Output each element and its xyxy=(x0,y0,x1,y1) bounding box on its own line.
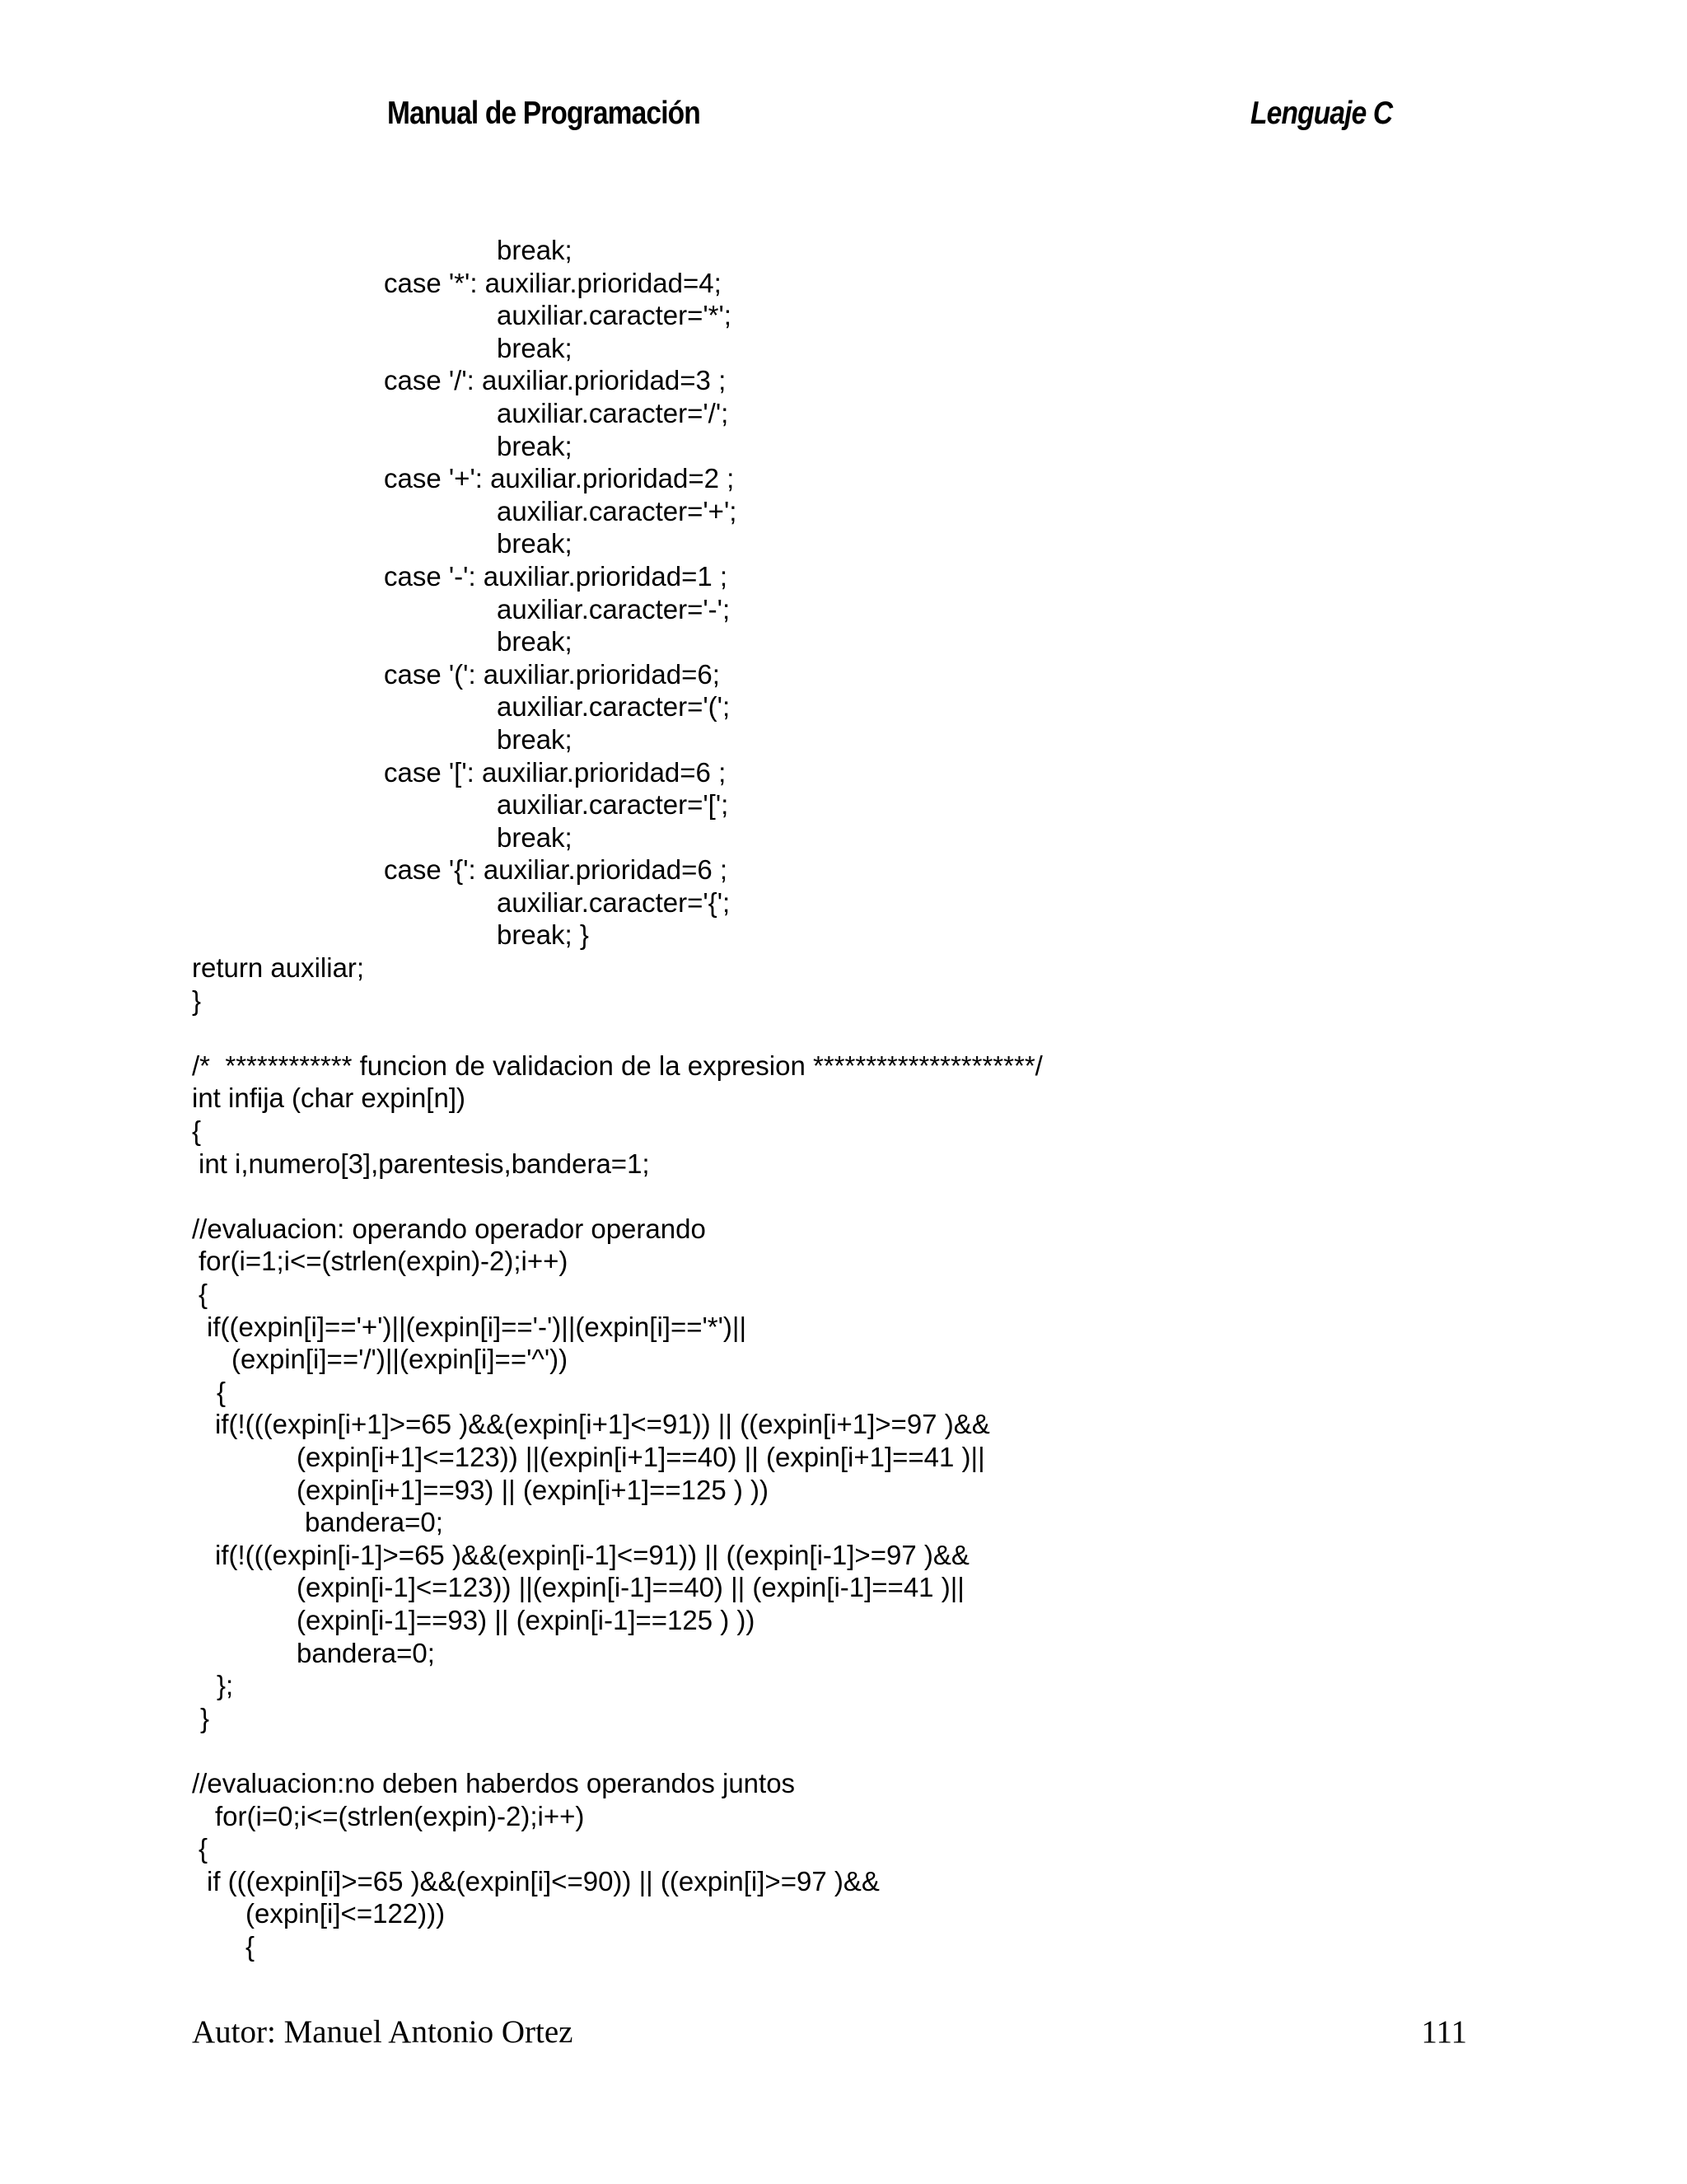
code-line: int i,numero[3],parentesis,bandera=1; xyxy=(199,1148,650,1179)
code-line: auxiliar.caracter='['; xyxy=(497,789,729,821)
code-listing xyxy=(192,234,1592,1962)
code-line: if(!(((expin[i+1]>=65 )&&(expin[i+1]<=91)) || ((expin[i+1]>=97 )&& xyxy=(215,1409,990,1440)
code-line: case '{': auxiliar.prioridad=6 ; xyxy=(384,854,728,886)
code-line: } xyxy=(192,984,202,1016)
code-line: /* ************ funcion de validacion de la expresion *********************/ xyxy=(192,1050,1043,1081)
footer-author: Autor: Manuel Antonio Ortez xyxy=(192,2014,573,2050)
code-line: for(i=0;i<=(strlen(expin)-2);i++) xyxy=(215,1800,585,1831)
code-line: return auxiliar; xyxy=(192,952,365,984)
code-line: if(!(((expin[i-1]>=65 )&&(expin[i-1]<=91)) || ((expin[i-1]>=97 )&& xyxy=(215,1539,970,1570)
code-line xyxy=(192,1180,1592,1213)
code-line: case '/': auxiliar.prioridad=3 ; xyxy=(384,365,727,396)
code-line: (expin[i+1]==93) || (expin[i+1]==125 ) )) xyxy=(297,1474,769,1505)
code-line: (expin[i-1]==93) || (expin[i-1]==125 ) )) xyxy=(297,1604,755,1635)
code-line: auxiliar.caracter='+'; xyxy=(497,495,737,526)
code-line: (expin[i-1]<=123)) ||(expin[i-1]==40) || (expin[i-1]==41 )|| xyxy=(297,1572,965,1603)
page-header xyxy=(387,96,1392,145)
code-line: break; xyxy=(497,626,572,657)
code-line: break; xyxy=(497,430,572,461)
manual-title: Manual de Programación xyxy=(387,96,700,131)
code-line: auxiliar.caracter='{'; xyxy=(497,886,731,918)
page-number: 111 xyxy=(1421,2014,1467,2050)
code-line: (expin[i]=='/')||(expin[i]=='^')) xyxy=(231,1344,568,1375)
code-line: (expin[i]<=122))) xyxy=(245,1898,446,1929)
code-line: bandera=0; xyxy=(305,1507,443,1538)
code-line: auxiliar.caracter='/'; xyxy=(497,397,729,428)
code-line: //evaluacion: operando operador operando xyxy=(192,1213,706,1244)
subject-title: Lenguaje C xyxy=(1250,96,1392,131)
code-line: bandera=0; xyxy=(297,1637,435,1668)
code-line: break; xyxy=(497,332,572,363)
code-line xyxy=(192,1734,1592,1767)
code-line: { xyxy=(217,1376,227,1407)
page-footer xyxy=(192,2013,1467,2055)
code-line: for(i=1;i<=(strlen(expin)-2);i++) xyxy=(199,1246,568,1277)
code-line: case '[': auxiliar.prioridad=6 ; xyxy=(384,756,727,788)
code-line: break; xyxy=(497,723,572,755)
code-line: { xyxy=(199,1279,208,1309)
code-line: if (((expin[i]>=65 )&&(expin[i]<=90)) || ((expin[i]>=97 )&& xyxy=(207,1865,880,1896)
code-line: //evaluacion:no deben haberdos operandos juntos xyxy=(192,1767,796,1798)
code-line: auxiliar.caracter='*'; xyxy=(497,300,731,331)
code-line: { xyxy=(199,1833,208,1864)
code-line: auxiliar.caracter='-'; xyxy=(497,593,731,624)
code-line: } xyxy=(200,1702,210,1733)
code-line: break; } xyxy=(497,919,589,951)
code-line: case '-': auxiliar.prioridad=1 ; xyxy=(384,560,728,592)
code-line: { xyxy=(245,1930,255,1962)
code-line: break; xyxy=(497,528,572,559)
code-line: case '+': auxiliar.prioridad=2 ; xyxy=(384,463,735,494)
code-line: auxiliar.caracter='('; xyxy=(497,691,731,723)
code-line: case '(': auxiliar.prioridad=6; xyxy=(384,658,720,690)
code-line xyxy=(192,1017,1592,1050)
code-line: if((expin[i]=='+')||(expin[i]=='-')||(expin[i]=='*')|| xyxy=(207,1311,747,1342)
code-line: break; xyxy=(497,821,572,853)
code-line: int infija (char expin[n]) xyxy=(192,1083,465,1114)
code-line: { xyxy=(192,1115,202,1147)
code-line: break; xyxy=(497,235,572,265)
code-line: }; xyxy=(217,1670,234,1701)
code-line: case '*': auxiliar.prioridad=4; xyxy=(384,267,722,298)
code-line: (expin[i+1]<=123)) ||(expin[i+1]==40) || (expin[i+1]==41 )|| xyxy=(297,1441,985,1472)
